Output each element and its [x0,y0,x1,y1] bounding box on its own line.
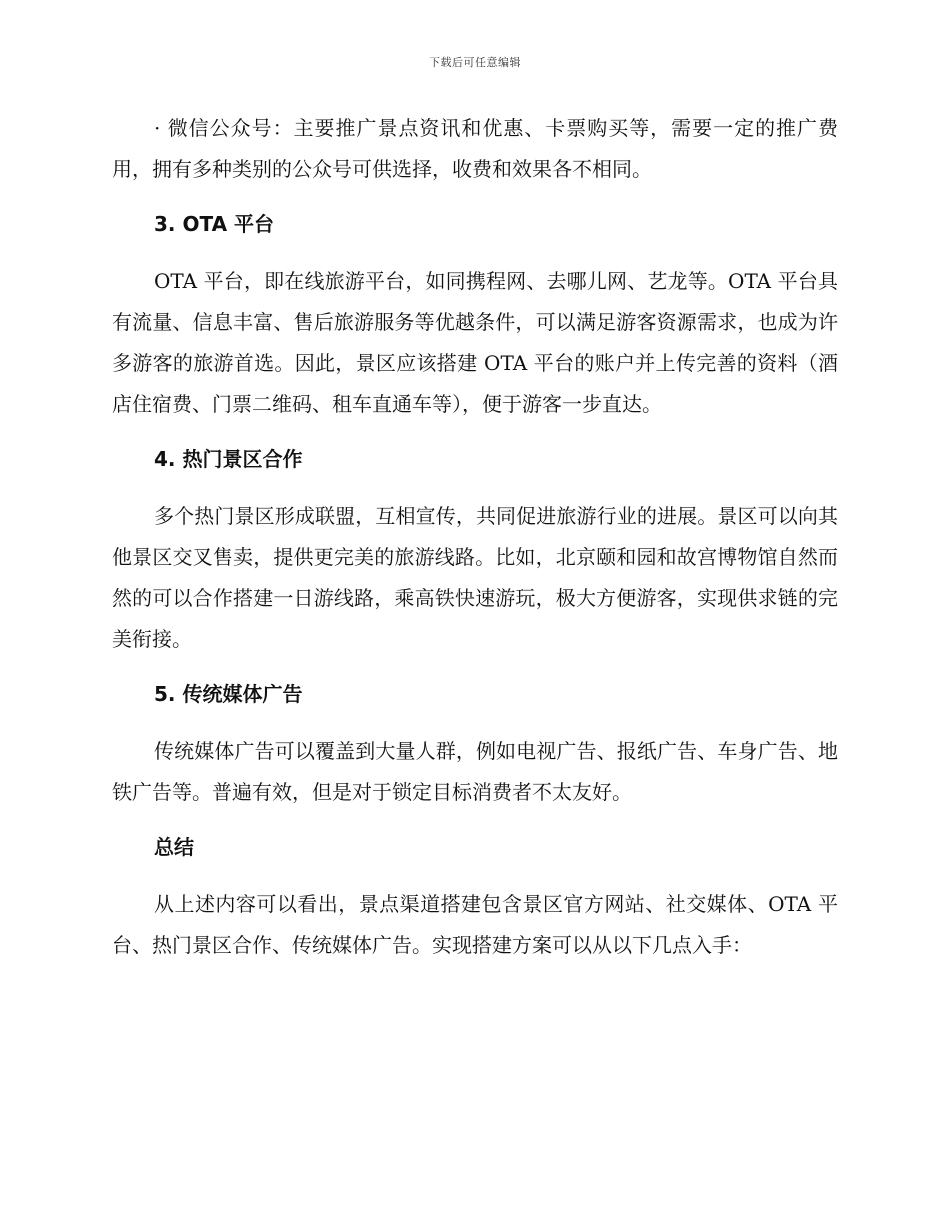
paragraph-summary: 从上述内容可以看出，景点渠道搭建包含景区官方网站、社交媒体、OTA 平台、热门景区合作、传统媒体广告。实现搭建方案可以从以下几点入手： [112,892,838,957]
paragraph-traditional-media: 传统媒体广告可以覆盖到大量人群，例如电视广告、报纸广告、车身广告、地铁广告等。普遍有效，但是对于锁定目标消费者不太友好。 [112,739,838,804]
page-header: 下载后可任意编辑 [429,56,521,69]
heading-hot-scenic-cooperation: 4. 热门景区合作 [154,447,303,471]
heading-summary: 总结 [154,835,194,859]
paragraph-cooperation: 多个热门景区形成联盟，互相宣传，共同促进旅游行业的进展。景区可以向其他景区交叉售卖，提供更完美的旅游线路。比如，北京颐和园和故宫博物馆自然而然的可以合作搭建一日游线路，乘高铁快速游玩，极大方便游客，实现供求链的完美衔接。 [112,504,838,651]
paragraph-ota: OTA 平台，即在线旅游平台，如同携程网、去哪儿网、艺龙等。OTA 平台具有流量、信息丰富、售后旅游服务等优越条件，可以满足游客资源需求，也成为许多游客的旅游首选。因此，景区应该搭建 OTA 平台的账户并上传完善的资料（酒店住宿费、门票二维码、租车直通车等），便于游客一步直达。 [112,269,838,416]
heading-ota-platform: 3. OTA 平台 [154,212,275,236]
paragraph-wechat: · 微信公众号：主要推广景点资讯和优惠、卡票购买等，需要一定的推广费用，拥有多种类别的公众号可供选择，收费和效果各不相同。 [112,116,838,181]
heading-traditional-media: 5. 传统媒体广告 [154,682,303,706]
document-body [112,108,838,966]
